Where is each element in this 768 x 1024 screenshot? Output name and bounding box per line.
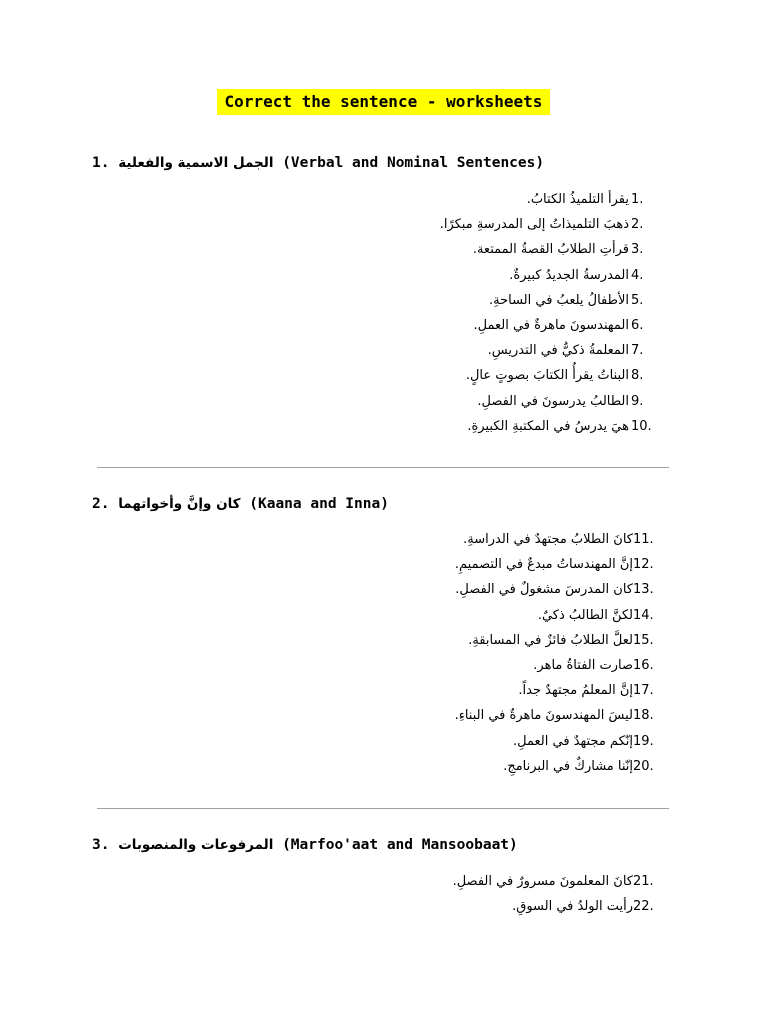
section-number: 3. (92, 837, 110, 853)
exercise-sentence: ليسَ المهندسونَ ماهرةٌ في البناءِ. (454, 708, 633, 724)
exercise-number: 12. (633, 557, 654, 573)
exercise-number: 19. (633, 733, 654, 749)
exercise-number: 20. (633, 758, 654, 774)
exercise-sentence: رأيت الولدُ في السوقِ. (512, 899, 633, 915)
exercise-item (171, 527, 654, 552)
exercise-item (171, 263, 651, 288)
exercise-number: 9. (631, 393, 644, 409)
exercise-item (171, 603, 654, 628)
exercise-sentence: كان المدرسَ مشغولٌ في الفصلِ. (455, 582, 633, 598)
exercise-item (171, 187, 651, 212)
exercise-item (171, 869, 654, 894)
exercise-number: 3. (631, 242, 644, 258)
exercise-number: 16. (633, 657, 654, 673)
exercise-item (171, 577, 654, 602)
exercise-number: 8. (631, 368, 644, 384)
exercise-number: 7. (631, 343, 644, 359)
exercise-sentence: ذهبَ التلميذاتُ إلى المدرسةِ مبكرًا. (439, 217, 629, 233)
section-title-english: (Marfoo'aat and Mansoobaat) (282, 837, 518, 853)
exercise-sentence: الطالبُ يدرسونَ في الفصلِ. (477, 393, 629, 409)
section-number: 1. (92, 155, 110, 171)
page-title: Correct the sentence - worksheets (217, 89, 550, 115)
exercise-sentence: إنّنا مشاركٌ في البرنامجِ. (503, 758, 633, 774)
section-number: 2. (92, 496, 110, 512)
exercise-sentence: الأطفالُ يلعبُ في الساحةِ. (488, 292, 629, 308)
exercise-sentence: المدرسةُ الجديدُ كبيرةٌ. (509, 267, 629, 283)
exercise-item (171, 552, 654, 577)
section-divider (97, 808, 669, 809)
exercise-number: 14. (633, 607, 654, 623)
exercise-item (171, 703, 654, 728)
section-heading-2 (92, 494, 389, 514)
exercise-number: 17. (633, 683, 654, 699)
exercise-sentence: إنَّ المهندساتُ مبدعٌ في التصميمِ. (454, 557, 633, 573)
section-title-english: (Verbal and Nominal Sentences) (282, 155, 545, 171)
exercise-item (171, 237, 651, 262)
exercise-list-1 (171, 187, 651, 439)
exercise-item (171, 212, 651, 237)
exercise-sentence: إنَّ المعلمُ مجتهدٌ جداً. (518, 683, 633, 699)
exercise-item (171, 389, 651, 414)
exercise-item (171, 313, 651, 338)
section-title-arabic: كان وإنَّ وأخواتهما (118, 496, 241, 512)
exercise-item (171, 754, 654, 779)
exercise-sentence: هيَ يدرسُ في المكتبةِ الكبيرةِ. (467, 418, 629, 434)
exercise-number: 15. (633, 632, 654, 648)
section-title-arabic: الجمل الاسمية والفعلية (118, 155, 274, 171)
exercise-item (171, 628, 654, 653)
exercise-list-3 (171, 869, 654, 919)
exercise-item (171, 894, 654, 919)
exercise-number: 18. (633, 708, 654, 724)
section-title-english: (Kaana and Inna) (249, 496, 389, 512)
exercise-sentence: قرأتِ الطلابُ القصةُ الممتعة. (472, 242, 629, 258)
exercise-sentence: المعلمةُ ذكيٌّ في التدريسِ. (487, 343, 629, 359)
exercise-sentence: كانَ المعلمونَ مسرورٌ في الفصلِ. (452, 874, 633, 889)
exercise-number: 13. (633, 582, 654, 598)
exercise-number: 21. (633, 874, 654, 889)
exercise-number: 22. (633, 899, 654, 915)
exercise-item (171, 653, 654, 678)
section-divider (97, 467, 669, 468)
exercise-number: 1. (631, 192, 644, 207)
exercise-number: 5. (631, 292, 644, 308)
section-heading-3 (92, 835, 518, 855)
exercise-number: 11. (633, 532, 654, 547)
exercise-item (171, 729, 654, 754)
exercise-sentence: يقرأ التلميذُ الكتابُ. (526, 192, 629, 207)
exercise-sentence: المهندسونَ ماهرةٌ في العملِ. (473, 317, 629, 333)
exercise-item (171, 678, 654, 703)
exercise-sentence: كانَ الطلابُ مجتهدٌ في الدراسةِ. (463, 532, 633, 547)
exercise-number: 6. (631, 317, 644, 333)
exercise-sentence: لكنَّ الطالبُ ذكيٌ. (537, 607, 633, 623)
exercise-item (171, 338, 651, 363)
exercise-sentence: البناتُ يقرأُ الكتابَ بصوتٍ عالٍ. (465, 368, 629, 384)
exercise-number: 10. (631, 418, 652, 434)
exercise-item (171, 288, 651, 313)
exercise-item (171, 414, 651, 439)
exercise-list-2 (171, 527, 654, 779)
exercise-sentence: لعلَّ الطلابُ فائزٌ في المسابقةِ. (468, 632, 633, 648)
section-title-arabic: المرفوعات والمنصوبات (118, 837, 274, 853)
exercise-number: 2. (631, 217, 644, 233)
section-heading-1 (92, 153, 544, 173)
exercise-item (171, 363, 651, 388)
exercise-sentence: إنّكم مجتهدٌ في العملِ. (513, 733, 633, 749)
exercise-sentence: صارت الفتاةُ ماهر. (533, 657, 633, 673)
exercise-number: 4. (631, 267, 644, 283)
